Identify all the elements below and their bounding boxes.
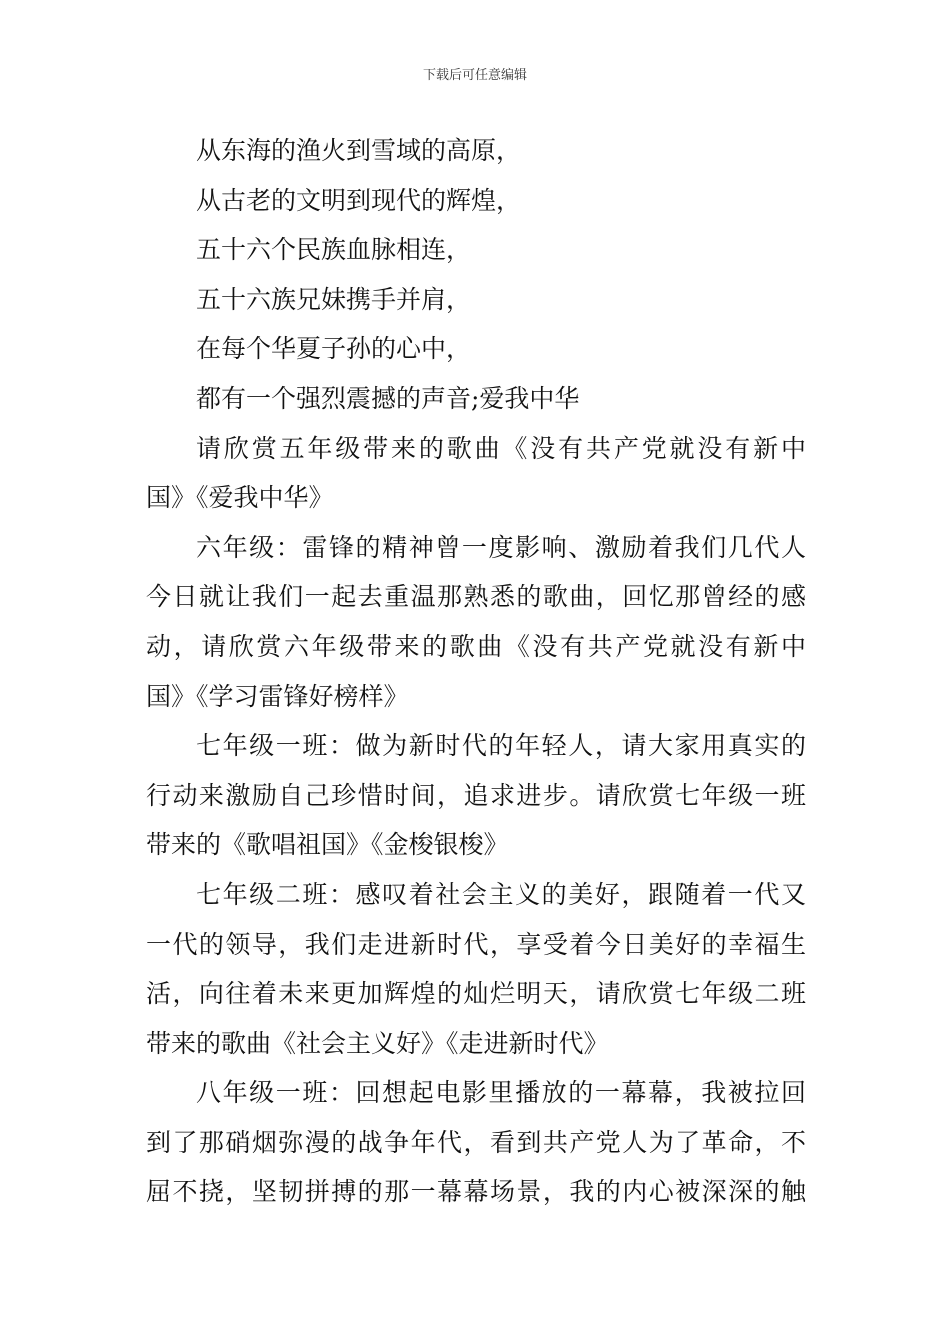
paragraph-line: 行动来激励自己珍惜时间，追求进步。请欣赏七年级一班 [146, 780, 806, 810]
paragraph-line: 今日就让我们一起去重温那熟悉的歌曲，回忆那曾经的感 [146, 582, 806, 612]
paragraph-line: 带来的歌曲《社会主义好》《走进新时代》 [146, 1028, 609, 1058]
verse-line: 五十六族兄妹携手并肩， [196, 284, 472, 314]
verse-line: 都有一个强烈震撼的声音;爱我中华 [196, 383, 580, 413]
paragraph-line: 一代的领导，我们走进新时代，享受着今日美好的幸福生 [146, 929, 806, 959]
paragraph-line: 国》《爱我中华》 [146, 483, 334, 513]
paragraph-grade7-class1 [146, 721, 806, 870]
paragraph-line: 六年级：雷锋的精神曾一度影响、激励着我们几代人 [196, 532, 806, 562]
paragraph-grade6 [146, 523, 806, 721]
paragraph-line: 八年级一班：回想起电影里播放的一幕幕，我被拉回 [196, 1078, 806, 1108]
paragraph-line: 国》《学习雷锋好榜样》 [146, 681, 409, 711]
paragraph-line: 动，请欣赏六年级带来的歌曲《没有共产党就没有新中 [146, 631, 806, 661]
paragraph-line: 屈不挠，坚韧拼搏的那一幕幕场景，我的内心被深深的触 [146, 1177, 806, 1207]
verse-line: 在每个华夏子孙的心中， [196, 334, 472, 364]
page-header: 下载后可任意编辑 [422, 68, 527, 83]
verse-line: 从东海的渔火到雪域的高原， [196, 136, 522, 165]
verse-line: 从古老的文明到现代的辉煌， [196, 185, 522, 215]
paragraph-line: 活，向往着未来更加辉煌的灿烂明天，请欣赏七年级二班 [146, 979, 806, 1009]
paragraph-line: 带来的《歌唱祖国》《金梭银梭》 [146, 830, 509, 860]
paragraph-grade7-class2 [146, 870, 806, 1068]
paragraph-line: 到了那硝烟弥漫的战争年代，看到共产党人为了革命，不 [146, 1127, 806, 1157]
paragraph-line: 七年级二班：感叹着社会主义的美好，跟随着一代又 [196, 879, 806, 909]
paragraph-grade8-class1 [146, 1068, 806, 1217]
verse-line: 五十六个民族血脉相连， [196, 235, 472, 265]
paragraph-line: 请欣赏五年级带来的歌曲《没有共产党就没有新中 [196, 433, 806, 463]
document-body [146, 126, 806, 1217]
paragraph-line: 七年级一班：做为新时代的年轻人，请大家用真实的 [196, 731, 806, 761]
paragraph-grade5 [146, 424, 806, 523]
